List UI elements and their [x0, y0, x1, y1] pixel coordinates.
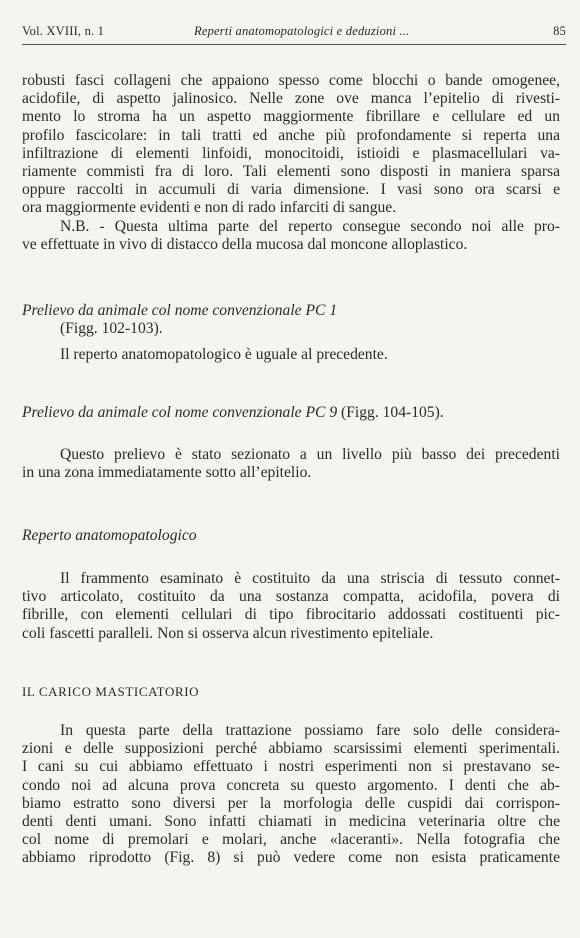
section-heading-line — [22, 404, 560, 422]
text-line: in una zona immediatamente sotto all’epitelio. — [22, 464, 312, 482]
text-line: robusti fasci collageni che appaiono spesso come blocchi o bande omogenee, — [22, 72, 560, 89]
text-line: Il reperto anatomopatologico è uguale al precedente. — [60, 346, 388, 364]
text-line: riamente commisti fra di loro. Tali elementi sono disposti in maniera sparsa — [22, 163, 560, 181]
paragraph-carico — [22, 722, 560, 868]
text-line: acidofile, di aspetto jalinosico. Nelle zone ove manca l’epitelio di rivesti- — [22, 90, 560, 108]
text-line: In questa parte della trattazione possiamo fare solo delle considera- — [60, 722, 560, 739]
section-pc9 — [22, 404, 560, 483]
section-pc1 — [22, 302, 560, 365]
text-line: profilo fascicolare: in tali tratti ed anche più profondamente si reperta una — [22, 126, 560, 144]
text-line: infiltrazione di elementi linfoidi, monocitoidi, istioidi e plasmacellulari va- — [22, 144, 560, 162]
section-reperto — [22, 527, 560, 545]
text-line: zioni e delle supposizioni perché abbiamo scarsissimi elementi sperimentali. — [22, 740, 560, 758]
text-line: I cani su cui abbiamo effettuato i nostri esperimenti non si prestavano se- — [22, 758, 560, 776]
text-line: tivo articolato, costituito da una sostanza compatta, acidofila, povera di — [22, 588, 560, 606]
paragraph-stroma — [22, 72, 560, 218]
section-heading: Reperto anatomopatologico — [22, 527, 197, 544]
text-line: denti denti umani. Sono infatti chiamati in medicina veterinaria oltre che — [22, 813, 560, 831]
paragraph-nb — [22, 218, 560, 254]
section-heading: Prelievo da animale col nome convenzionale PC 9 — [22, 404, 338, 421]
figure-reference: (Figg. 104-105). — [341, 404, 444, 421]
page-number: 85 — [553, 24, 566, 38]
header-rule — [22, 44, 566, 45]
section-heading: Prelievo da animale col nome convenzionale PC 1 — [22, 302, 338, 319]
running-title: Reperti anatomopatologici e deduzioni ... — [194, 24, 410, 38]
text-line: Questo prelievo è stato sezionato a un livello più basso dei precedenti — [60, 446, 560, 464]
text-line: Il frammento esaminato è costituito da una striscia di tessuto connet- — [60, 570, 560, 587]
text-line: coli fascetti paralleli. Non si osserva alcun rivestimento epiteliale. — [22, 624, 434, 642]
volume-label: Vol. XVIII, n. 1 — [22, 24, 105, 38]
text-line: col nome di premolari e molari, anche «laceranti». Nella fotografia che — [22, 831, 560, 849]
paragraph-reperto — [22, 570, 560, 643]
text-line: oppure raccolti in accumuli di varia dimensione. I vasi sono ora scarsi e — [22, 181, 560, 199]
text-line: ve effettuate in vivo di distacco della mucosa dal moncone alloplastico. — [22, 236, 468, 254]
text-line: abbiamo riprodotto (Fig. 8) si può vedere come non esista praticamente — [22, 849, 560, 867]
text-line: ora maggiormente evidenti e non di rado infarciti di sangue. — [22, 199, 397, 217]
text-line: biamo estratto sono diversi per la morfologia delle cuspidi dai corrispon- — [22, 794, 560, 812]
chapter-heading: IL CARICO MASTICATORIO — [22, 684, 200, 699]
text-line: mento lo stroma ha un aspetto maggiormente fibrillare e cellulare ed un — [22, 108, 560, 126]
text-line: N.B. - Questa ultima parte del reperto consegue secondo noi alle pro- — [60, 218, 560, 235]
figure-reference: (Figg. 102-103). — [60, 320, 163, 338]
text-line: fibrille, con elementi cellulari di tipo fibrocitario addossati costituenti pic- — [22, 606, 560, 624]
text-line: condo noi ad alcuna prova concreta su questo argomento. I denti che ab- — [22, 776, 560, 794]
